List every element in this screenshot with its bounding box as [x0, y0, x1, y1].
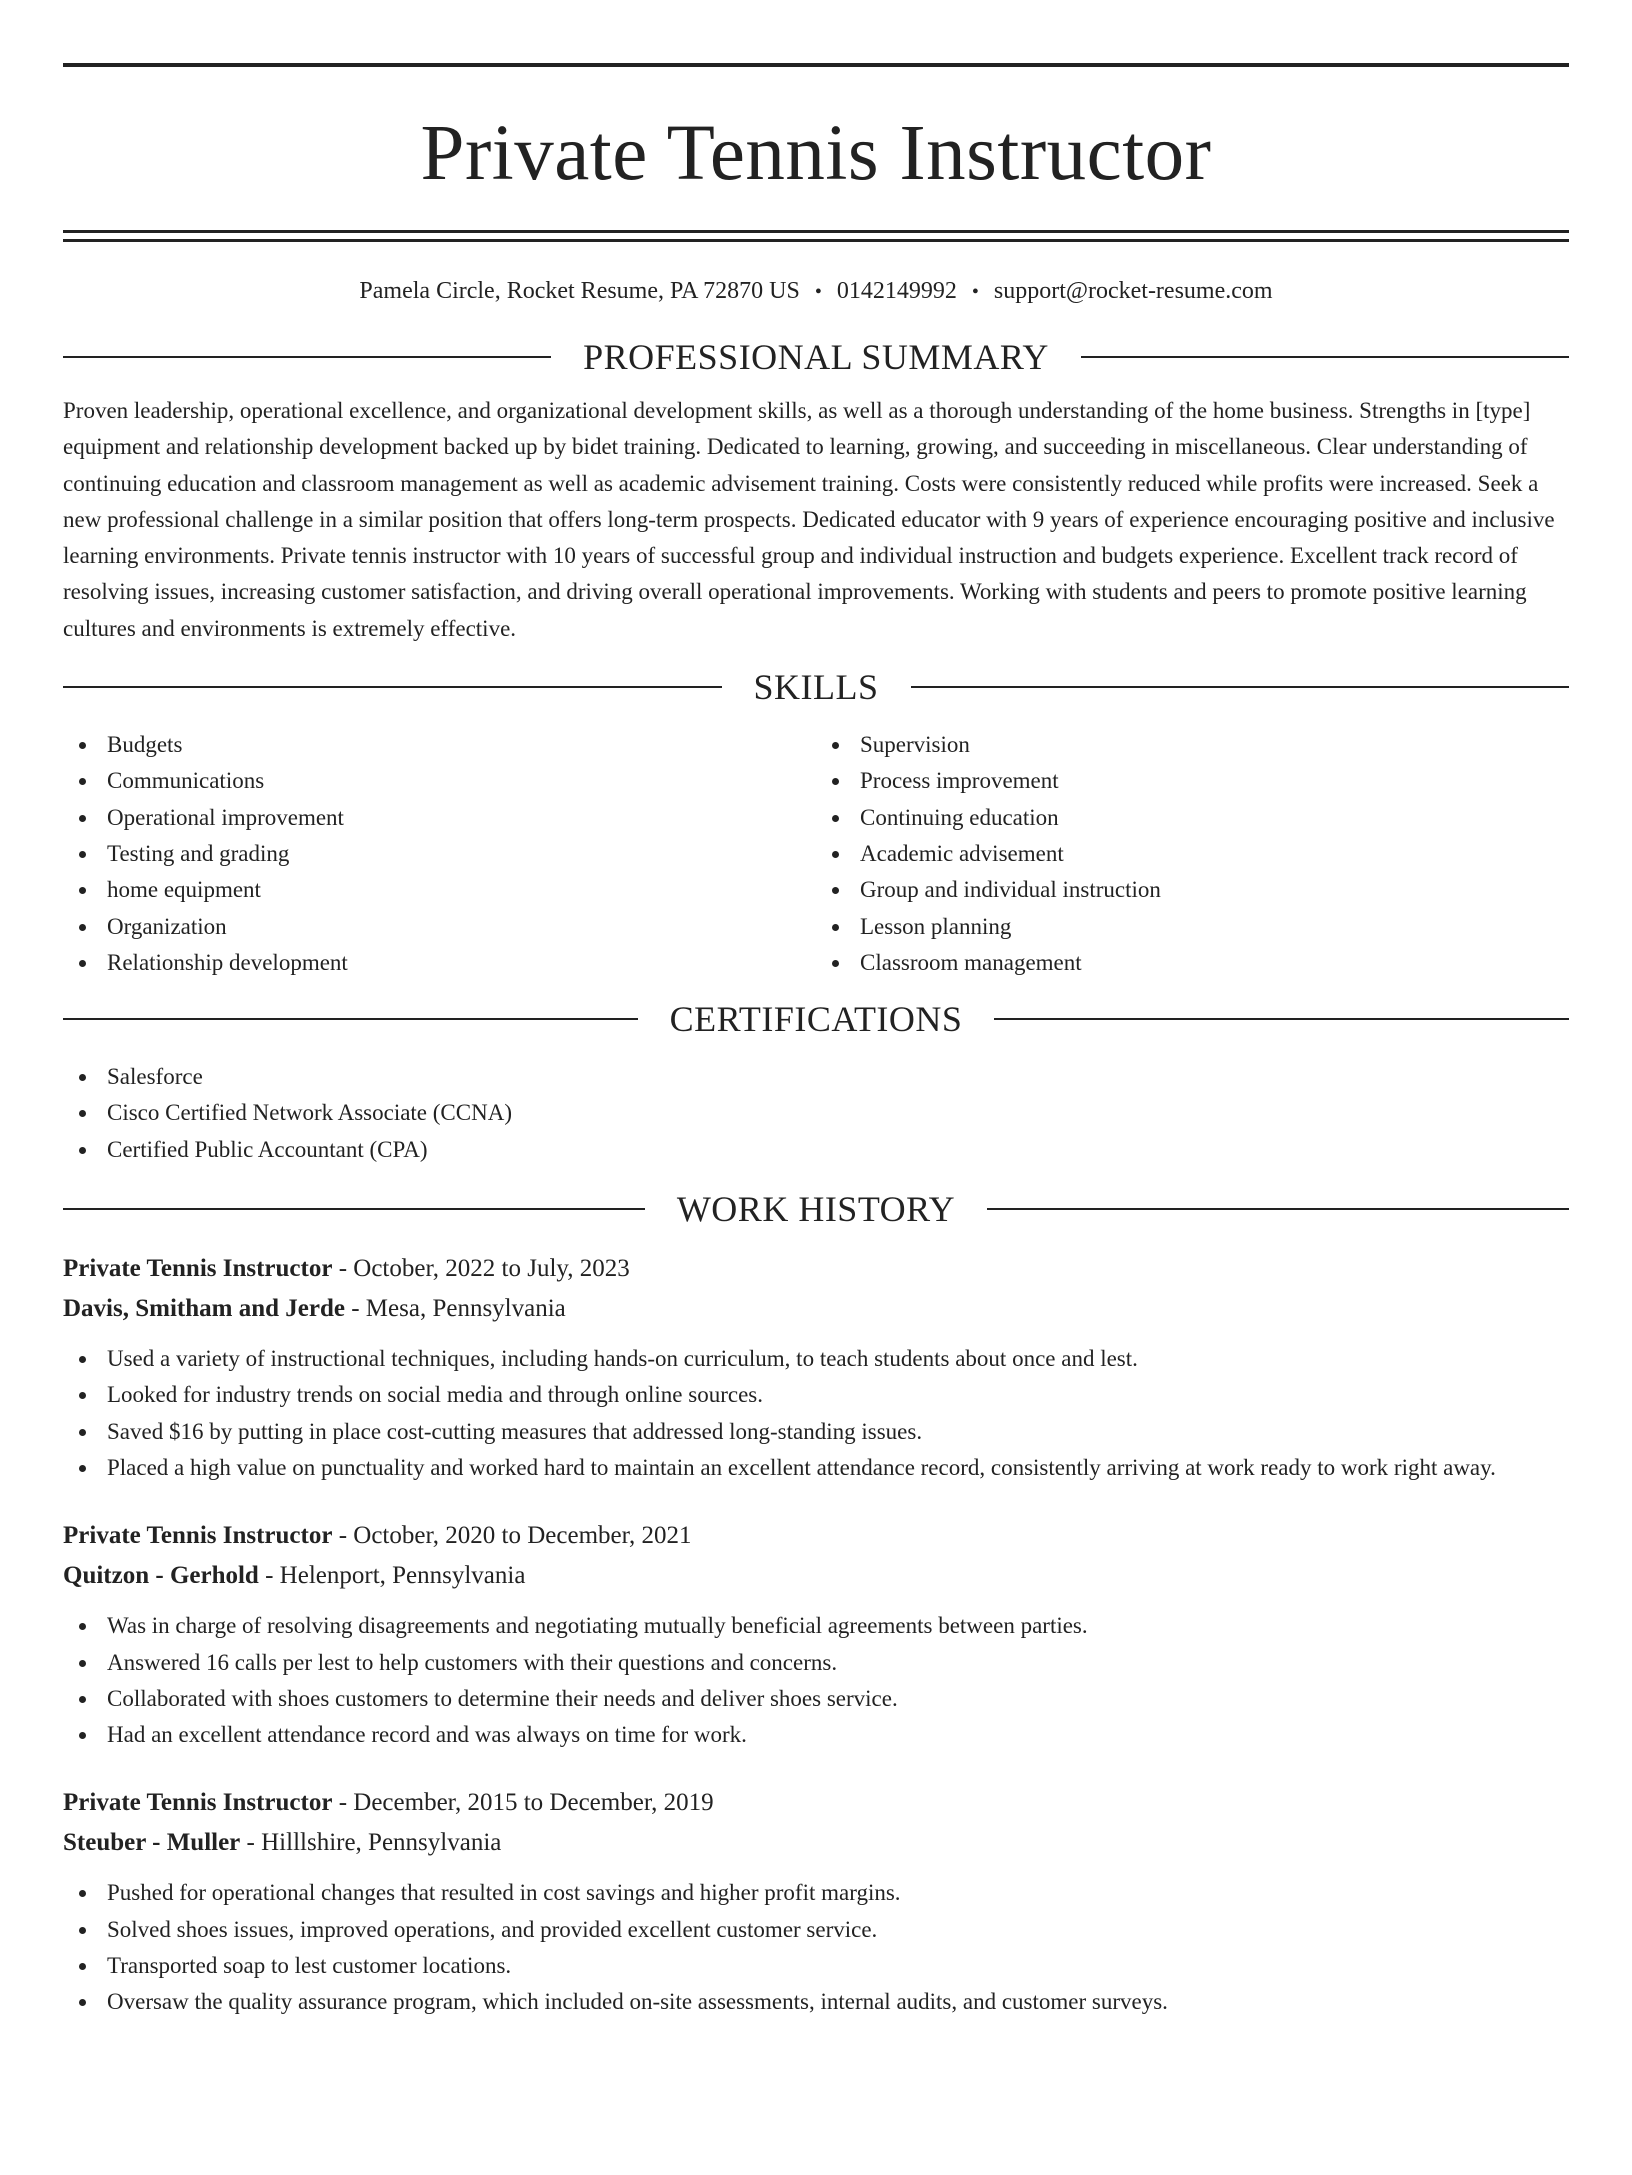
job-entry [63, 1249, 1569, 1486]
job-company-line: Quitzon - Gerhold - Helenport, Pennsylvania [63, 1562, 526, 1590]
section-title: CERTIFICATIONS [669, 999, 963, 1040]
job-duty: Saved $16 by putting in place cost-cutting measures that addressed long-standing issues. [63, 1414, 1569, 1450]
heading-rule-left [63, 1018, 638, 1020]
job-duty: Collaborated with shoes customers to determine their needs and deliver shoes service. [63, 1681, 1569, 1717]
work-history-heading [63, 1187, 1569, 1231]
job-duty: Solved shoes issues, improved operations, and provided excellent customer service. [63, 1912, 1569, 1948]
certifications-list [63, 1059, 1569, 1168]
job-duty: Answered 16 calls per lest to help customers with their questions and concerns. [63, 1645, 1569, 1681]
job-company: Quitzon - Gerhold [63, 1562, 259, 1590]
job-title-line: Private Tennis Instructor - October, 2020 to December, 2021 [63, 1522, 692, 1550]
job-location: Hilllshire, Pennsylvania [261, 1829, 502, 1857]
skill-item: Process improvement [816, 763, 1569, 799]
section-title: WORK HISTORY [676, 1189, 956, 1230]
skill-item: home equipment [63, 872, 816, 908]
job-dates: October, 2022 to July, 2023 [353, 1255, 630, 1283]
job-duty: Used a variety of instructional techniques, including hands-on curriculum, to teach students about once and lest. [63, 1341, 1569, 1377]
skill-item: Classroom management [816, 945, 1569, 981]
job-dates: October, 2020 to December, 2021 [353, 1522, 692, 1550]
contact-separator: • [814, 281, 822, 303]
resume-page [0, 63, 1632, 2175]
resume-title: Private Tennis Instructor [420, 110, 1212, 197]
job-duty: Was in charge of resolving disagreements and negotiating mutually beneficial agreements between parties. [63, 1608, 1569, 1644]
skill-item: Continuing education [816, 800, 1569, 836]
job-dates: December, 2015 to December, 2019 [353, 1789, 714, 1817]
job-company-line: Davis, Smitham and Jerde - Mesa, Pennsylvania [63, 1295, 566, 1323]
certifications-heading [63, 997, 1569, 1041]
skill-item: Group and individual instruction [816, 872, 1569, 908]
job-location: Helenport, Pennsylvania [279, 1562, 526, 1590]
contact-address: Pamela Circle, Rocket Resume, PA 72870 US [359, 278, 800, 304]
skills-columns [63, 727, 1569, 981]
job-title: Private Tennis Instructor [63, 1522, 333, 1550]
heading-rule-right [911, 686, 1570, 688]
skills-list-left [63, 727, 816, 981]
skill-item: Organization [63, 909, 816, 945]
section-title: SKILLS [753, 667, 879, 708]
contact-phone: 0142149992 [836, 278, 957, 304]
certification-item: Cisco Certified Network Associate (CCNA) [63, 1095, 1569, 1131]
job-title: Private Tennis Instructor [63, 1789, 333, 1817]
certification-item: Salesforce [63, 1059, 1569, 1095]
job-duty: Pushed for operational changes that resulted in cost savings and higher profit margins. [63, 1875, 1569, 1911]
contact-line [63, 276, 1569, 307]
job-duty: Looked for industry trends on social media and through online sources. [63, 1377, 1569, 1413]
skill-item: Testing and grading [63, 836, 816, 872]
skill-item: Communications [63, 763, 816, 799]
job-title: Private Tennis Instructor [63, 1255, 333, 1283]
job-duties [63, 1341, 1569, 1486]
job-company: Davis, Smitham and Jerde [63, 1295, 345, 1323]
heading-rule-left [63, 356, 551, 358]
skill-item: Budgets [63, 727, 816, 763]
skill-item: Lesson planning [816, 909, 1569, 945]
summary-heading [63, 335, 1569, 379]
heading-rule-right [987, 1208, 1569, 1210]
job-duties [63, 1875, 1569, 2020]
skill-item: Operational improvement [63, 800, 816, 836]
skills-heading [63, 665, 1569, 709]
job-duty: Transported soap to lest customer locations. [63, 1948, 1569, 1984]
contact-email: support@rocket-resume.com [993, 278, 1273, 304]
certification-item: Certified Public Accountant (CPA) [63, 1132, 1569, 1168]
heading-rule-left [63, 686, 722, 688]
header-double-rule [63, 230, 1569, 242]
skill-item: Academic advisement [816, 836, 1569, 872]
heading-rule-right [1081, 356, 1569, 358]
skill-item: Relationship development [63, 945, 816, 981]
job-duty: Placed a high value on punctuality and worked hard to maintain an excellent attendance record, consistently arriving at work ready to work right away. [63, 1450, 1569, 1486]
heading-rule-left [63, 1208, 645, 1210]
job-company: Steuber - Muller [63, 1829, 241, 1857]
job-title-line: Private Tennis Instructor - December, 2015 to December, 2019 [63, 1789, 714, 1817]
header-top-rule [63, 63, 1569, 67]
heading-rule-right [994, 1018, 1569, 1020]
job-title-line: Private Tennis Instructor - October, 2022 to July, 2023 [63, 1255, 630, 1283]
skill-item: Supervision [816, 727, 1569, 763]
contact-separator: • [971, 281, 979, 303]
job-location: Mesa, Pennsylvania [365, 1295, 566, 1323]
job-duty: Had an excellent attendance record and was always on time for work. [63, 1717, 1569, 1753]
skills-list-right [816, 727, 1569, 981]
job-company-line: Steuber - Muller - Hilllshire, Pennsylvania [63, 1829, 502, 1857]
job-duties [63, 1608, 1569, 1753]
job-entry [63, 1783, 1569, 2020]
job-duty: Oversaw the quality assurance program, which included on-site assessments, internal audits, and customer surveys. [63, 1984, 1569, 2020]
job-entry [63, 1516, 1569, 1753]
summary-text: Proven leadership, operational excellence, and organizational development skills, as well as a thorough understanding of the home business. Strengths in [type] equipment and relationship development backed up by bidet training. Dedicated to learning, growing, and succeeding in miscellaneous. Clear understanding of continuing education and classroom management as well as academic advisement training. Costs were consistently reduced while profits were increased. Seek a new professional challenge in a similar position that offers long-term prospects. Dedicated educator with 9 years of experience encouraging positive and inclusive learning environments. Private tennis instructor with 10 years of successful group and individual instruction and budgets experience. Excellent track record of resolving issues, increasing customer satisfaction, and driving overall operational improvements. Working with students and peers to promote positive learning cultures and environments is extremely effective. [63, 398, 1555, 641]
section-title: PROFESSIONAL SUMMARY [583, 337, 1049, 377]
